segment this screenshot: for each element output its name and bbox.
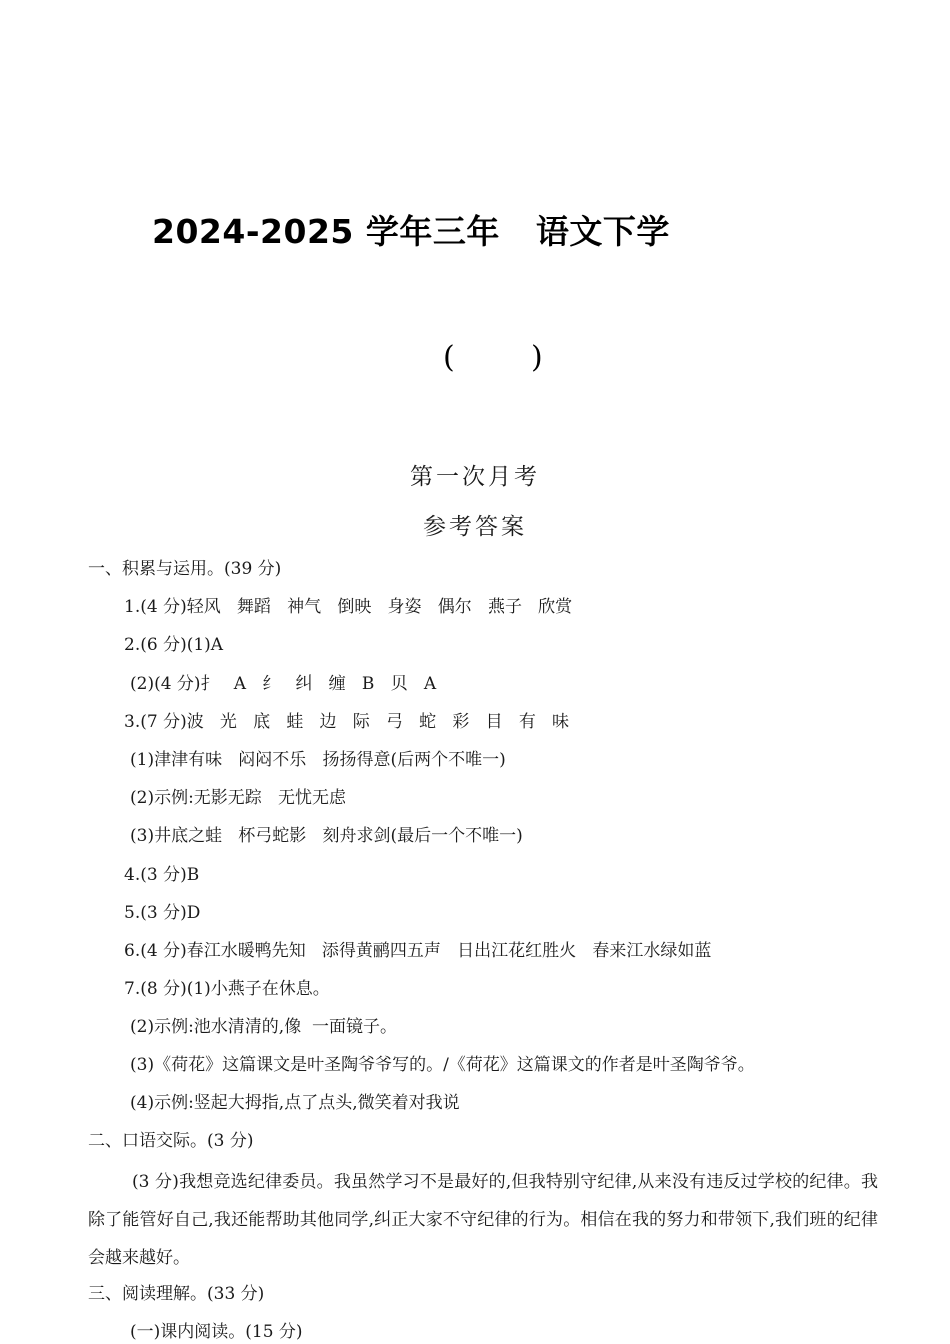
answer-line-5: 5.(3 分)D [124,903,201,923]
document-title: 2024-2025 学年三年 语文下学 [152,212,670,251]
answer-key-title: 参考答案 [423,514,527,540]
answer-line-6: 6.(4 分)春江水暖鸭先知 添得黄鹂四五声 日出江花红胜火 春来江水绿如蓝 [124,941,712,961]
subsection-heading: (一)课内阅读。(15 分) [130,1322,303,1342]
answer-line-7-sub2: (2)示例:池水清清的,像 一面镜子。 [130,1017,398,1037]
answer-line-4: 4.(3 分)B [124,865,200,885]
answer-line-7-sub4: (4)示例:竖起大拇指,点了点头,微笑着对我说 [130,1093,460,1113]
answer-line-7: 7.(8 分)(1)小燕子在休息。 [124,979,330,999]
section-heading-2: 二、口语交际。(3 分) [88,1131,254,1151]
section-heading-3: 三、阅读理解。(33 分) [88,1284,265,1304]
answer-line-7-sub3: (3)《荷花》这篇课文是叶圣陶爷爷写的。/《荷花》这篇课文的作者是叶圣陶爷爷。 [130,1055,755,1075]
answer-line-1: 1.(4 分)轻风 舞蹈 神气 倒映 身姿 偶尔 燕子 欣赏 [124,597,573,617]
answer-line-3-sub1: (1)津津有味 闷闷不乐 扬扬得意(后两个不唯一) [130,750,506,770]
section-heading-1: 一、积累与运用。(39 分) [88,559,282,579]
answer-line-3-sub3: (3)井底之蛙 杯弓蛇影 刻舟求剑(最后一个不唯一) [130,826,523,846]
blank-parentheses: ( ) [443,340,543,375]
answer-line-2: 2.(6 分)(1)A [124,635,224,655]
exam-name: 第一次月考 [410,464,540,490]
answer-line-3: 3.(7 分)波 光 底 蛙 边 际 弓 蛇 彩 目 有 味 [124,712,570,732]
answer-line-2-sub: (2)(4 分)扌 A 纟 纠 缠 B 贝 A [130,674,437,694]
oral-answer-paragraph: (3 分)我想竞选纪律委员。我虽然学习不是最好的,但我特别守纪律,从来没有违反过学校的纪律。我除了能管好自己,我还能帮助其他同学,纠正大家不守纪律的行为。相信在我的努力和带领下,我们班的纪律会越来越好。 [88,1172,878,1268]
answer-line-3-sub2: (2)示例:无影无踪 无忧无虑 [130,788,347,808]
